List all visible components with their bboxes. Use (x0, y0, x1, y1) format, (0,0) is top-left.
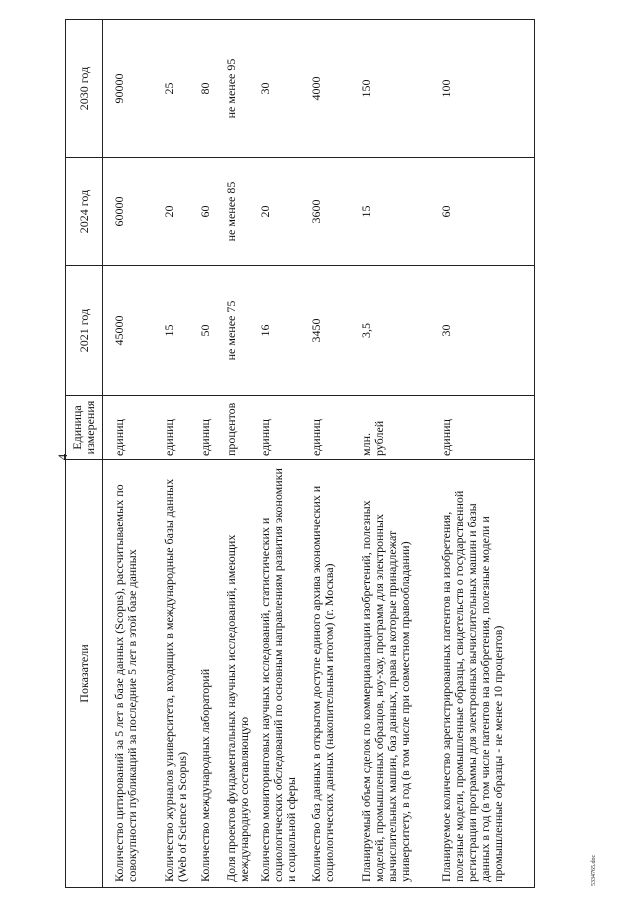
indicator-cell: Доля проектов фундаментальных научных исследований, имеющих международную составляющую (223, 460, 257, 888)
value-2030-cell: 150 (358, 20, 438, 158)
table-row (438, 20, 535, 888)
value-2021-cell: 15 (161, 266, 197, 396)
value-2030-cell: не менее 95 (223, 20, 257, 158)
value-2030-cell: 80 (197, 20, 223, 158)
indicator-cell: Количество международных лабораторий (197, 460, 223, 888)
value-2024-cell: 20 (161, 158, 197, 266)
indicator-cell: Количество баз данных в открытом доступе единого архива экономических и социологических данных (накопительным итогом) (г. Москва) (308, 460, 358, 888)
value-2024-cell: 60 (438, 158, 535, 266)
value-2021-cell: 16 (257, 266, 308, 396)
value-2021-cell: 50 (197, 266, 223, 396)
value-2030-cell: 30 (257, 20, 308, 158)
table-row (358, 20, 438, 888)
value-2021-cell: 3,5 (358, 266, 438, 396)
unit-cell: единиц (197, 396, 223, 460)
value-2030-cell: 100 (438, 20, 535, 158)
value-2030-cell: 25 (161, 20, 197, 158)
page-number: 4 (55, 453, 70, 461)
indicator-cell: Планируемое количество зарегистрированных патентов на изобретения, полезные модели, промышленные образцы, свидетельств о государственной регистрации программы для электронных вычислительных машин и базы данных в год (в том числе патентов на изобретения, полезные модели и промышленные образцы - не менее 10 процентов) (438, 460, 535, 888)
unit-cell: единиц (308, 396, 358, 460)
table-row (223, 20, 257, 888)
indicator-cell: Количество мониторинговых научных исследований, статистических и социологических обследований по основным направлениям развития экономики и социальной сферы (257, 460, 308, 888)
unit-cell: единиц (103, 396, 162, 460)
value-2024-cell: 60000 (103, 158, 162, 266)
unit-cell: единиц (161, 396, 197, 460)
indicators-table-container (65, 20, 510, 888)
value-2024-cell: 15 (358, 158, 438, 266)
value-2024-cell: 60 (197, 158, 223, 266)
value-2024-cell: не менее 85 (223, 158, 257, 266)
header-year-2021: 2021 год (66, 266, 103, 396)
table-row (308, 20, 358, 888)
value-2024-cell: 20 (257, 158, 308, 266)
table-row (257, 20, 308, 888)
header-year-2030: 2030 год (66, 20, 103, 158)
table-header-row (66, 20, 103, 888)
unit-cell: процентов (223, 396, 257, 460)
indicator-cell: Количество цитирований за 5 лет в базе данных (Scopus), рассчитываемых по совокупности публикаций за последние 5 лет в этой базе данных (103, 460, 162, 888)
value-2030-cell: 4000 (308, 20, 358, 158)
value-2024-cell: 3600 (308, 158, 358, 266)
table-row (103, 20, 162, 888)
table-row (161, 20, 197, 888)
footer-document-code: 5334765.doc (591, 854, 597, 886)
indicator-cell: Планируемый объем сделок по коммерциализации изобретений, полезных моделей, промышленных образцов, ноу-хау, программ для электронных вычислительных машин, баз данных, права на которые принадлежат университету, в год (в том числе при совместном правообладании) (358, 460, 438, 888)
unit-cell: единиц (257, 396, 308, 460)
unit-cell: млн. рублей (358, 396, 438, 460)
value-2021-cell: 30 (438, 266, 535, 396)
value-2030-cell: 90000 (103, 20, 162, 158)
header-unit: Единица измерения (66, 396, 103, 460)
value-2021-cell: не менее 75 (223, 266, 257, 396)
indicators-table (65, 19, 535, 888)
indicator-cell: Количество журналов университета, входящих в международные базы данных (Web of Science и Scopus) (161, 460, 197, 888)
value-2021-cell: 45000 (103, 266, 162, 396)
header-year-2024: 2024 год (66, 158, 103, 266)
header-indicator: Показатели (66, 460, 103, 888)
unit-cell: единиц (438, 396, 535, 460)
table-row (197, 20, 223, 888)
value-2021-cell: 3450 (308, 266, 358, 396)
